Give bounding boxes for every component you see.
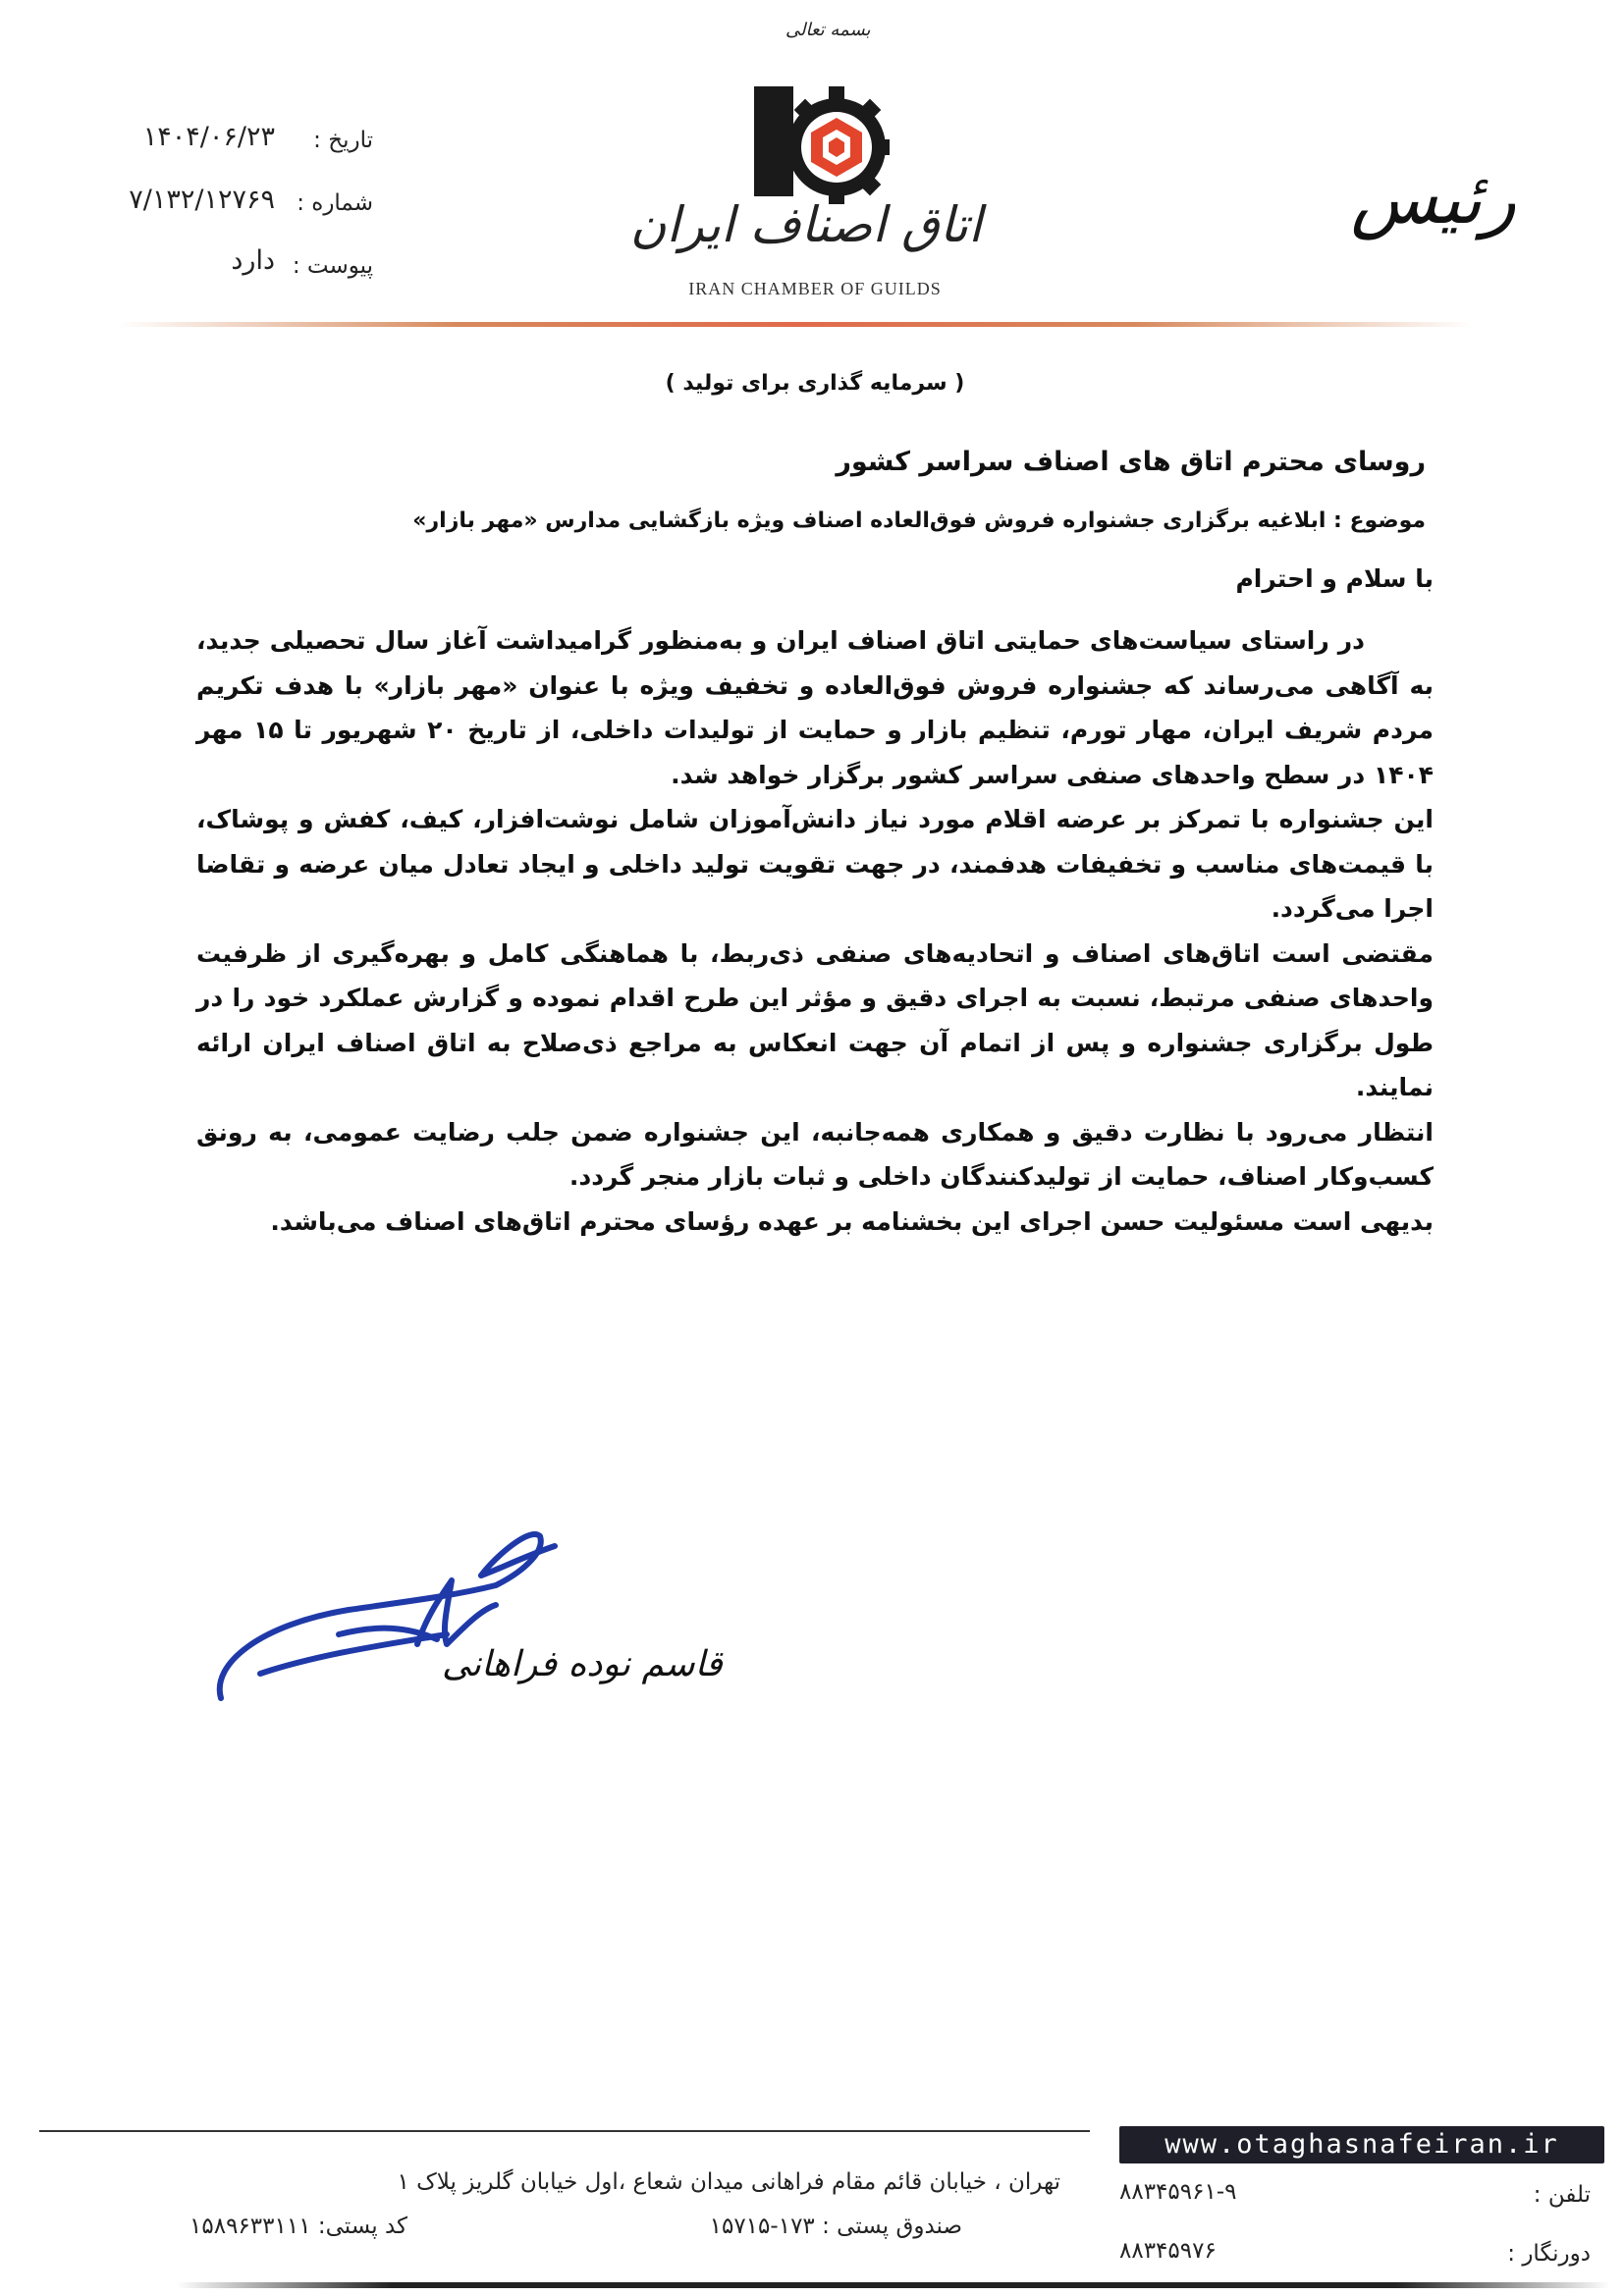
fax-value: ۸۸۳۴۵۹۷۶ — [1119, 2238, 1217, 2264]
body-paragraph: این جشنواره با تمرکز بر عرضه اقلام مورد نیاز دانش‌آموزان شامل نوشت‌افزار، کیف، کفش و پوشاک، با قیمت‌های مناسب و تخفیفات هدفمند، در جهت تقویت تولید داخلی و ایجاد تعادل میان عرضه و تقاضا اجرا می‌گردد. — [196, 805, 1434, 923]
website-link[interactable]: www.otaghasnafeiran.ir — [1119, 2126, 1604, 2163]
body-paragraph: بدیهی است مسئولیت حسن اجرای این بخشنامه بر عهده رؤسای محترم اتاق‌های اصناف می‌باشد. — [270, 1206, 1434, 1236]
header-divider — [118, 322, 1473, 327]
attachment-value: دارد — [231, 245, 275, 276]
signer-name: قاسم نوده فراهانی — [442, 1644, 723, 1684]
chief-title: رئیس — [1350, 157, 1516, 240]
address-line: تهران ، خیابان قائم مقام فراهانی میدان شعاع ،اول خیابان گلریز پلاک ۱ — [397, 2169, 1060, 2195]
subject-line: موضوع : ابلاغیه برگزاری جشنواره فروش فوق‌العاده اصناف ویژه بازگشایی مدارس «مهر بازار» — [412, 508, 1426, 533]
footer-divider-top — [39, 2130, 1090, 2132]
bismillah: بسمه تعالی — [785, 20, 871, 40]
addressee: روسای محترم اتاق های اصناف سراسر کشور — [836, 447, 1426, 477]
date-label: تاریخ : — [313, 128, 373, 153]
guild-logo-icon — [746, 79, 895, 208]
date-value: ۱۴۰۴/۰۶/۲۳ — [142, 122, 275, 152]
phone-value: ۸۸۳۴۵۹۶۱-۹ — [1119, 2179, 1237, 2205]
body-paragraph: انتظار می‌رود با نظارت دقیق و همکاری همه‌جانبه، این جشنواره ضمن جلب رضایت عمومی، به رونق کسب‌وکار اصناف، حمایت از تولیدکنندگان داخلی و ثبات بازار منجر گردد. — [196, 1117, 1434, 1191]
brand-name-en: IRAN CHAMBER OF GUILDS — [688, 279, 942, 298]
attachment-label: پیوست : — [292, 253, 373, 279]
phone-label: تلفن : — [1533, 2182, 1591, 2208]
number-value: ۷/۱۳۲/۱۲۷۶۹ — [129, 185, 275, 215]
postal-code: کد پستی: ۱۵۸۹۶۳۳۱۱۱ — [189, 2214, 407, 2239]
greeting: با سلام و احترام — [1235, 564, 1434, 593]
po-box: صندوق پستی : ۱۷۳-۱۵۷۱۵ — [709, 2214, 962, 2239]
brand-name-fa: اتاق اصناف ایران — [629, 196, 982, 253]
slogan: ( سرمایه گذاری برای تولید ) — [665, 371, 965, 396]
footer-divider-bottom — [177, 2282, 1610, 2288]
fax-label: دورنگار : — [1507, 2241, 1591, 2267]
letter-body — [196, 618, 1434, 1244]
body-paragraph: مقتضی است اتاق‌های اصناف و اتحادیه‌های صنفی ذی‌ربط، با هماهنگی کامل و بهره‌گیری از ظرفیت واحدهای صنفی مرتبط، نسبت به اجرای دقیق و مؤثر این طرح اقدام نموده و گزارش عملکرد خود را در طول برگزاری جشنواره و پس از اتمام آن جهت انعکاس به مراجع ذی‌صلاح به اتاق اصناف ایران ارائه نمایند. — [196, 938, 1434, 1101]
body-paragraph: در راستای سیاست‌های حمایتی اتاق اصناف ایران و به‌منظور گرامیداشت آغاز سال تحصیلی جدید، به آگاهی می‌رساند که جشنواره فروش فوق‌العاده و تخفیف ویژه با عنوان «مهر بازار» با هدف تکریم مردم شریف ایران، مهار تورم، تنظیم بازار و حمایت از تولیدات داخلی، از تاریخ ۲۰ شهریور تا ۱۵ مهر ۱۴۰۴ در سطح واحدهای صنفی سراسر کشور برگزار خواهد شد. — [196, 626, 1434, 789]
number-label: شماره : — [297, 190, 373, 216]
